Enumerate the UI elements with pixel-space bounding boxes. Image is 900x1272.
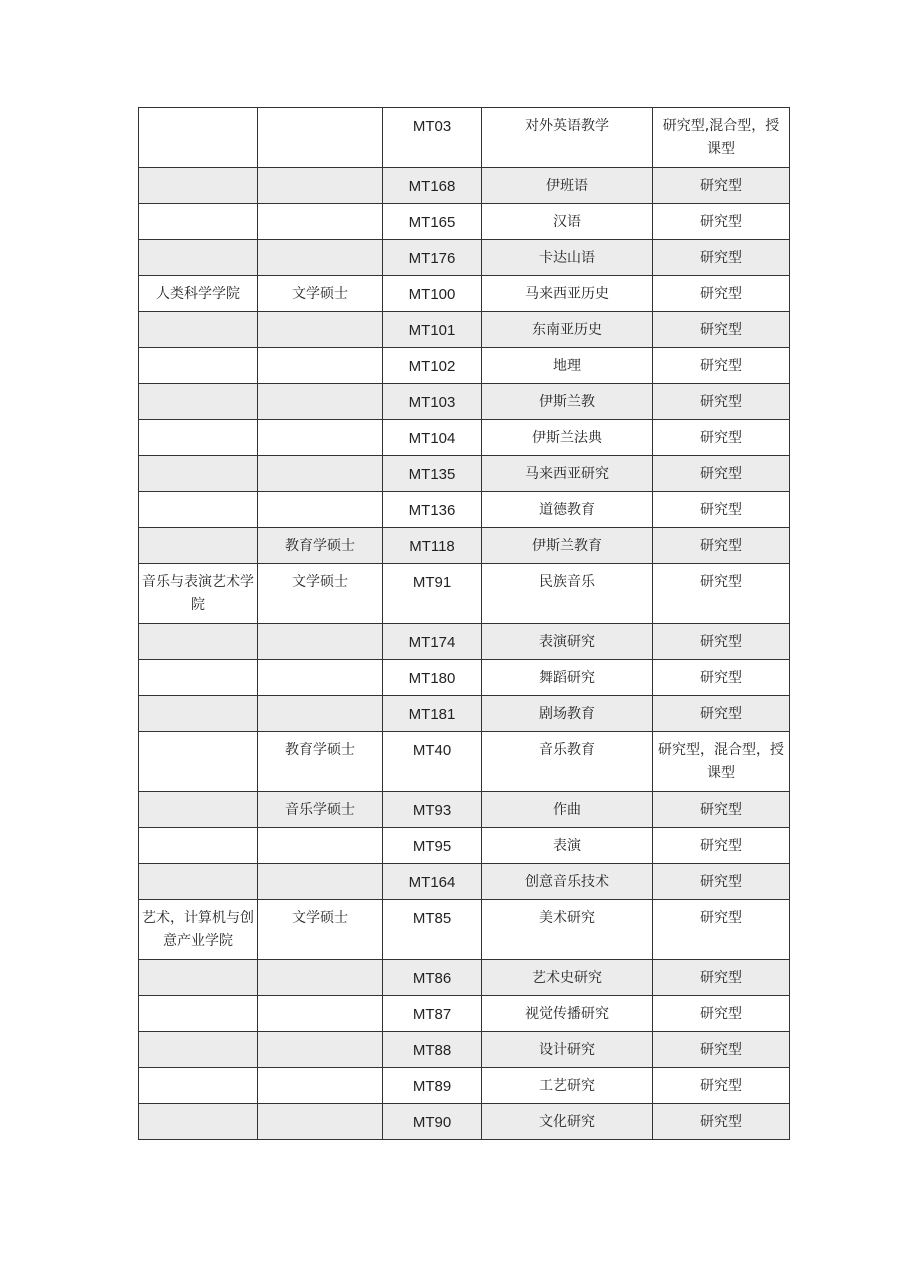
degree-cell: 教育学硕士 (258, 528, 383, 564)
program-name-cell: 卡达山语 (482, 240, 653, 276)
program-code-cell: MT91 (383, 564, 482, 624)
program-type-cell: 研究型 (653, 1032, 790, 1068)
table-row (139, 1032, 790, 1068)
faculty-cell (139, 660, 258, 696)
program-code-cell: MT101 (383, 312, 482, 348)
faculty-cell (139, 384, 258, 420)
faculty-cell (139, 732, 258, 792)
program-code-cell: MT176 (383, 240, 482, 276)
program-code-cell: MT181 (383, 696, 482, 732)
degree-cell (258, 348, 383, 384)
program-code-cell: MT95 (383, 828, 482, 864)
degree-cell (258, 420, 383, 456)
degree-cell: 文学硕士 (258, 900, 383, 960)
program-name-cell: 剧场教育 (482, 696, 653, 732)
program-type-cell: 研究型 (653, 792, 790, 828)
table-row (139, 900, 790, 960)
table-row (139, 828, 790, 864)
program-type-cell: 研究型 (653, 312, 790, 348)
degree-cell (258, 108, 383, 168)
program-name-cell: 民族音乐 (482, 564, 653, 624)
degree-cell (258, 1032, 383, 1068)
table-row (139, 108, 790, 168)
program-type-cell: 研究型 (653, 624, 790, 660)
program-type-cell: 研究型 (653, 696, 790, 732)
program-type-cell: 研究型 (653, 1068, 790, 1104)
program-name-cell: 对外英语教学 (482, 108, 653, 168)
program-code-cell: MT89 (383, 1068, 482, 1104)
program-code-cell: MT180 (383, 660, 482, 696)
program-name-cell: 东南亚历史 (482, 312, 653, 348)
degree-cell (258, 828, 383, 864)
table-row (139, 348, 790, 384)
degree-cell (258, 492, 383, 528)
program-name-cell: 工艺研究 (482, 1068, 653, 1104)
table-row (139, 624, 790, 660)
table-row (139, 312, 790, 348)
program-code-cell: MT103 (383, 384, 482, 420)
program-code-cell: MT88 (383, 1032, 482, 1068)
degree-cell (258, 660, 383, 696)
table-row (139, 1104, 790, 1140)
faculty-cell: 人类科学学院 (139, 276, 258, 312)
faculty-cell (139, 240, 258, 276)
faculty-cell (139, 528, 258, 564)
program-name-cell: 美术研究 (482, 900, 653, 960)
faculty-cell (139, 168, 258, 204)
program-type-cell: 研究型 (653, 348, 790, 384)
table-row (139, 660, 790, 696)
program-type-cell: 研究型 (653, 276, 790, 312)
faculty-cell (139, 312, 258, 348)
faculty-cell (139, 624, 258, 660)
table-row (139, 732, 790, 792)
table-row (139, 240, 790, 276)
program-type-cell: 研究型 (653, 660, 790, 696)
degree-cell (258, 312, 383, 348)
program-code-cell: MT165 (383, 204, 482, 240)
faculty-cell (139, 1032, 258, 1068)
table-row (139, 492, 790, 528)
degree-cell (258, 1104, 383, 1140)
faculty-cell (139, 204, 258, 240)
program-type-cell: 研究型,混合型，授课型 (653, 108, 790, 168)
faculty-cell (139, 1104, 258, 1140)
table-row (139, 564, 790, 624)
table-row (139, 384, 790, 420)
degree-cell: 音乐学硕士 (258, 792, 383, 828)
degree-cell (258, 960, 383, 996)
program-type-cell: 研究型 (653, 168, 790, 204)
degree-cell: 文学硕士 (258, 276, 383, 312)
program-code-cell: MT104 (383, 420, 482, 456)
program-name-cell: 伊班语 (482, 168, 653, 204)
table-row (139, 1068, 790, 1104)
program-code-cell: MT87 (383, 996, 482, 1032)
program-type-cell: 研究型 (653, 492, 790, 528)
program-code-cell: MT93 (383, 792, 482, 828)
program-type-cell: 研究型 (653, 456, 790, 492)
program-name-cell: 伊斯兰教 (482, 384, 653, 420)
program-name-cell: 伊斯兰法典 (482, 420, 653, 456)
program-name-cell: 马来西亚研究 (482, 456, 653, 492)
faculty-cell (139, 828, 258, 864)
faculty-cell (139, 456, 258, 492)
program-type-cell: 研究型 (653, 564, 790, 624)
program-type-cell: 研究型 (653, 420, 790, 456)
faculty-cell: 音乐与表演艺术学院 (139, 564, 258, 624)
program-name-cell: 汉语 (482, 204, 653, 240)
table-row (139, 864, 790, 900)
program-code-cell: MT40 (383, 732, 482, 792)
program-type-cell: 研究型 (653, 384, 790, 420)
program-type-cell: 研究型 (653, 240, 790, 276)
table-row (139, 456, 790, 492)
program-name-cell: 地理 (482, 348, 653, 384)
degree-cell (258, 996, 383, 1032)
program-name-cell: 设计研究 (482, 1032, 653, 1068)
program-name-cell: 表演研究 (482, 624, 653, 660)
degree-cell (258, 240, 383, 276)
program-type-cell: 研究型 (653, 528, 790, 564)
table-row (139, 204, 790, 240)
table-row (139, 960, 790, 996)
program-name-cell: 文化研究 (482, 1104, 653, 1140)
program-code-cell: MT168 (383, 168, 482, 204)
program-code-cell: MT85 (383, 900, 482, 960)
table-row (139, 276, 790, 312)
faculty-cell (139, 108, 258, 168)
program-code-cell: MT164 (383, 864, 482, 900)
program-table-body (139, 108, 790, 1140)
degree-cell (258, 204, 383, 240)
program-code-cell: MT174 (383, 624, 482, 660)
program-name-cell: 创意音乐技术 (482, 864, 653, 900)
program-name-cell: 舞蹈研究 (482, 660, 653, 696)
degree-cell (258, 624, 383, 660)
table-row (139, 996, 790, 1032)
faculty-cell (139, 492, 258, 528)
faculty-cell (139, 348, 258, 384)
program-type-cell: 研究型，混合型，授课型 (653, 732, 790, 792)
program-type-cell: 研究型 (653, 1104, 790, 1140)
degree-cell (258, 696, 383, 732)
program-name-cell: 伊斯兰教育 (482, 528, 653, 564)
faculty-cell (139, 792, 258, 828)
program-name-cell: 艺术史研究 (482, 960, 653, 996)
program-code-cell: MT90 (383, 1104, 482, 1140)
table-row (139, 420, 790, 456)
faculty-cell: 艺术，计算机与创意产业学院 (139, 900, 258, 960)
degree-cell (258, 864, 383, 900)
faculty-cell (139, 864, 258, 900)
degree-cell (258, 168, 383, 204)
program-type-cell: 研究型 (653, 204, 790, 240)
program-type-cell: 研究型 (653, 996, 790, 1032)
table-row (139, 528, 790, 564)
program-code-cell: MT136 (383, 492, 482, 528)
degree-cell (258, 456, 383, 492)
program-type-cell: 研究型 (653, 864, 790, 900)
degree-cell: 文学硕士 (258, 564, 383, 624)
faculty-cell (139, 420, 258, 456)
degree-cell (258, 1068, 383, 1104)
program-name-cell: 道德教育 (482, 492, 653, 528)
table-row (139, 168, 790, 204)
program-type-cell: 研究型 (653, 828, 790, 864)
program-type-cell: 研究型 (653, 960, 790, 996)
degree-cell (258, 384, 383, 420)
table-row (139, 696, 790, 732)
program-name-cell: 表演 (482, 828, 653, 864)
faculty-cell (139, 996, 258, 1032)
program-name-cell: 音乐教育 (482, 732, 653, 792)
program-table (138, 107, 790, 1140)
program-type-cell: 研究型 (653, 900, 790, 960)
faculty-cell (139, 960, 258, 996)
faculty-cell (139, 1068, 258, 1104)
program-name-cell: 马来西亚历史 (482, 276, 653, 312)
program-code-cell: MT100 (383, 276, 482, 312)
degree-cell: 教育学硕士 (258, 732, 383, 792)
program-code-cell: MT118 (383, 528, 482, 564)
program-code-cell: MT03 (383, 108, 482, 168)
faculty-cell (139, 696, 258, 732)
program-code-cell: MT135 (383, 456, 482, 492)
program-name-cell: 视觉传播研究 (482, 996, 653, 1032)
program-code-cell: MT86 (383, 960, 482, 996)
program-code-cell: MT102 (383, 348, 482, 384)
program-name-cell: 作曲 (482, 792, 653, 828)
table-row (139, 792, 790, 828)
